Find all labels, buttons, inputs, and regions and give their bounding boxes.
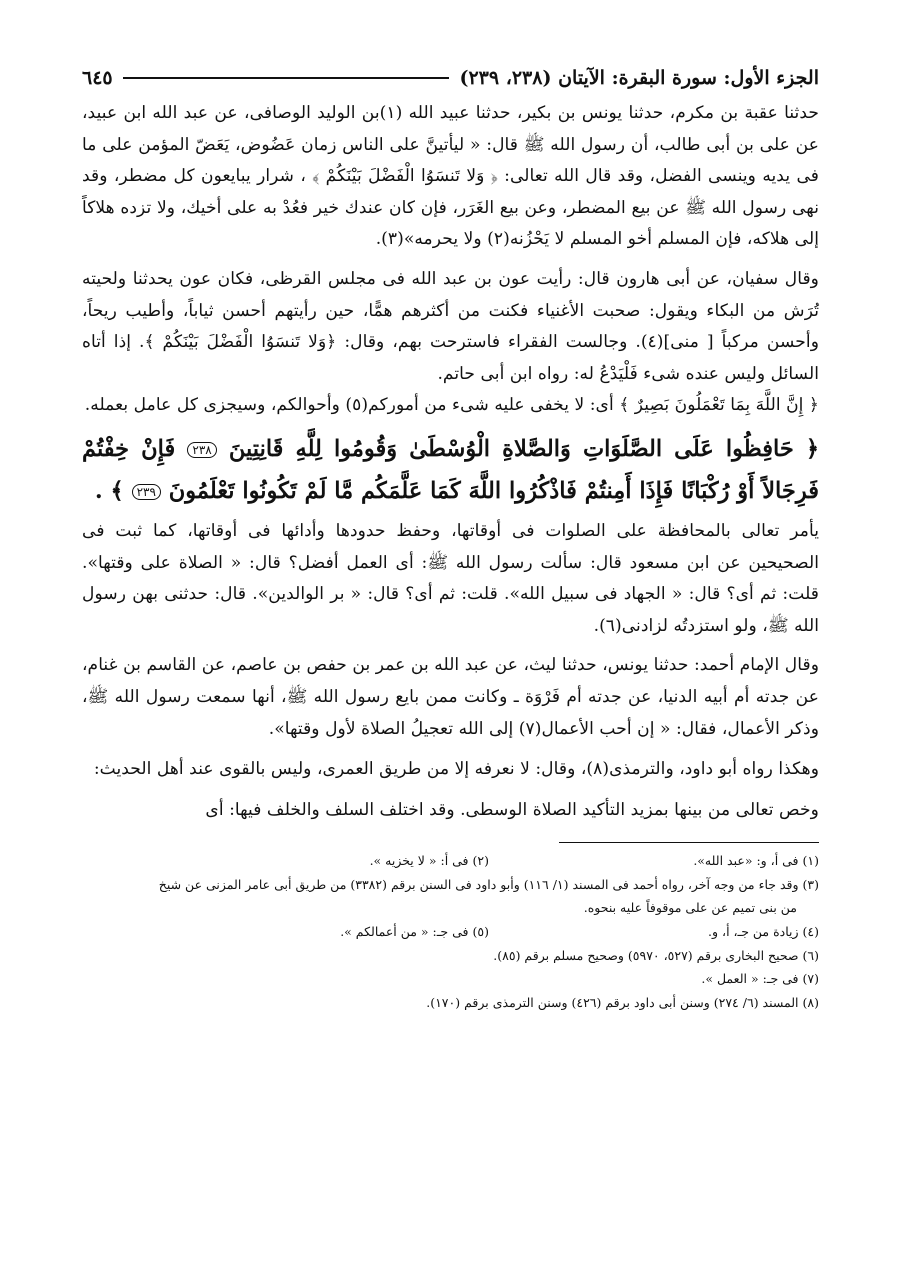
- main-text: [82, 98, 819, 826]
- footnote-3: (٣) وقد جاء من وجه آخر، رواه أحمد فى المسند (١/ ١١٦) وأبو داود فى السنن برقم (٣٣٨٢) من طريق أبى عامر المزنى عن شيخ: [158, 876, 819, 892]
- verse-number-239: ٢٣٩: [132, 484, 161, 500]
- footnote-2: (٢) فى أ: « لا يخزيه ».: [369, 853, 489, 869]
- footnote-1: (١) فى أ، و: «عبد الله».: [693, 853, 819, 869]
- footnote-row-4-5: [82, 920, 819, 944]
- verse-number-238: ٢٣٨: [187, 442, 216, 458]
- footnote-4: (٤) زيادة من جـ، أ، و.: [708, 924, 819, 940]
- footnote-6: (٦) صحيح البخارى برقم (٥٢٧، ٥٩٧٠) وصحيح مسلم برقم (٨٥).: [493, 947, 819, 963]
- verse-part-2: فَإِنْ خِفْتُمْ فَرِجَالاً أَوْ رُكْبَانًا فَإِذَا أَمِنتُمْ فَاذْكُرُوا اللَّهَ كَمَا عَلَّمَكُم مَّا لَمْ تَكُونُوا تَعْلَمُونَ: [82, 435, 819, 504]
- paragraph-6: وهكذا رواه أبو داود، والترمذى(٨)، وقال: لا نعرفه إلا من طريق العمرى، وليس بالقوى عند أهل الحديث:: [93, 759, 819, 780]
- footnote-3-continued: من بنى تميم عن على موقوفاً عليه بنحوه.: [583, 900, 797, 916]
- footnote-row-1-2: [82, 849, 819, 873]
- paragraph-2: وقال سفيان، عن أبى هارون قال: رأيت عون بن عبد الله فى مجلس القرظى، فكان عون يحدثنا ولحيته تُرَش من البكاء ويقول: صحبت الأغنياء فكنت من أكثرهم همًّا، حين رأيتهم أحسن ثياباً، وأطيب ريحاً، وأحسن مركباً [ منى](٤). وجالست الفقراء فاسترحت بهم، وقال: ﴿وَلا تَنسَوُا الْفَضْلَ بَيْنَكُمْ ﴾. إذا أتاه السائل وليس عنده شىء فَلْيَدْعُ له: رواه ابن أبى حاتم.: [82, 268, 819, 384]
- quran-verse: [82, 428, 819, 512]
- footnote-8: (٨) المسند (٦/ ٢٧٤) وسنن أبى داود برقم (٤٢٦) وسنن الترمذى برقم (١٧٠).: [426, 994, 819, 1010]
- footnotes: [82, 849, 819, 1014]
- verse-end: ﴾ .: [94, 477, 124, 504]
- paragraph-1: حدثنا عقبة بن مكرم، حدثنا يونس بن بكير، حدثنا عبيد الله (١)بن الوليد الوصافى، عن عبد الله ابن عبيد، عن على بن أبى طالب، أن رسول الله ﷺ قال: « ليأتينَّ على الناس زمان عَضُوض، يَعَضّ المؤمن على ما فى يديه وينسى الفضل، وقد قال الله تعالى: ﴿ وَلا تَنسَوُا الْفَضْلَ بَيْنَكُمْ ﴾ ، شرار يبايعون كل مضطر، وقد نهى رسول الله ﷺ عن بيع المضطر، وعن بيع الغَرَر، فإن كان عندك خير فعُدْ به على أخيك، ولا تزده هلاكاً إلى هلاكه، فإن المسلم أخو المسلم لا يَحْزُنه(٢) ولا يحرمه»(٣).: [82, 103, 819, 250]
- paragraph-7: وخص تعالى من بينها بمزيد التأكيد الصلاة الوسطى. وقد اختلف السلف والخلف فيها: أى: [205, 799, 819, 820]
- header-title: الجزء الأول: سورة البقرة: الآيتان (٢٣٨، ٢٣٩): [459, 67, 819, 89]
- verse-part-1: ﴿ حَافِظُوا عَلَى الصَّلَوَاتِ وَالصَّلاةِ الْوُسْطَىٰ وَقُومُوا لِلَّهِ قَانِتِينَ: [228, 435, 820, 462]
- paragraph-3: ﴿ إِنَّ اللَّهَ بِمَا تَعْمَلُونَ بَصِيرٌ ﴾ أى: لا يخفى عليه شىء من أموركم(٥) وأحوالكم، وسيجزى كل عامل بعمله.: [84, 395, 819, 416]
- running-header: [82, 58, 819, 98]
- paragraph-4: يأمر تعالى بالمحافظة على الصلوات فى أوقاتها، وحفظ حدودها وأدائها فى أوقاتها، كما ثبت فى الصحيحين عن ابن مسعود قال: سألت رسول الله ﷺ: أى العمل أفضل؟ قال: « الصلاة على وقتها». قلت: ثم أى؟ قال: « الجهاد فى سبيل الله». قلت: ثم أى؟ قال: « بر الوالدين». قال: حدثنى بهن رسول الله ﷺ، ولو استزدتُه لزادنى(٦).: [82, 520, 819, 636]
- header-rule: [123, 77, 450, 79]
- paragraph-5: وقال الإمام أحمد: حدثنا يونس، حدثنا ليث، عن عبد الله بن عمر بن حفص بن عاصم، عن القاسم بن غنام، عن جدته أم أبيه الدنيا، عن جدته أم فَرْوَة ـ وكانت ممن بايع رسول الله ﷺ، أنها سمعت رسول الله ﷺ، وذكر الأعمال، فقال: « إن أحب الأعمال(٧) إلى الله تعجيلُ الصلاة لأول وقتها».: [82, 655, 819, 739]
- footnote-7: (٧) فى جـ: « العمل ».: [701, 971, 819, 987]
- footnote-5: (٥) فى جـ: « من أعمالكم ».: [340, 924, 489, 940]
- footnote-divider: [559, 842, 819, 843]
- page-number: ٦٤٥: [82, 67, 113, 89]
